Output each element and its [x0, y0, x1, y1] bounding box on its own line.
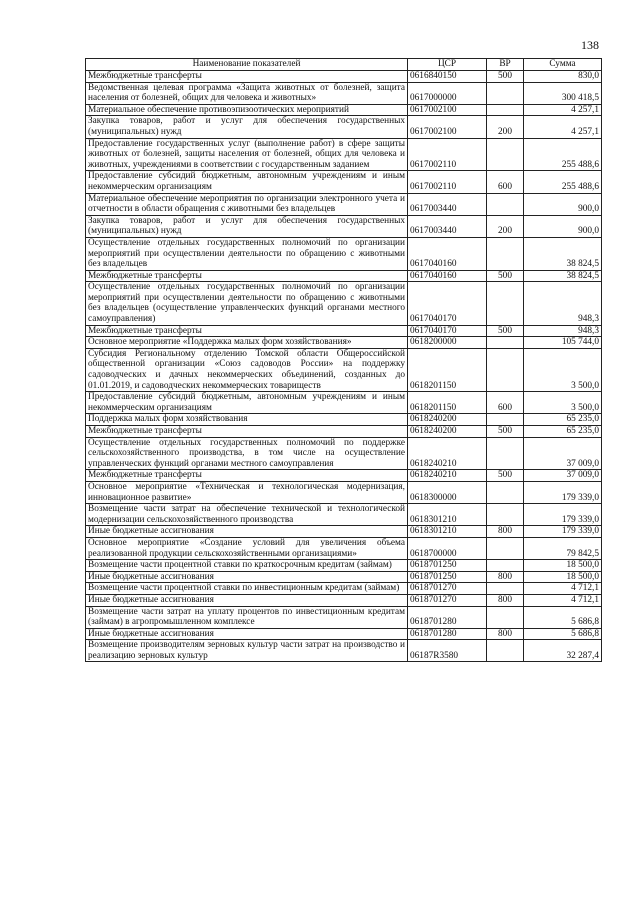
row-vr — [487, 104, 524, 116]
row-csr: 0618200000 — [408, 337, 487, 349]
row-vr — [487, 583, 524, 595]
row-vr — [487, 560, 524, 572]
row-name: Предоставление субсидий бюджетным, автономным учреждениям и иным некоммерческим организациям — [86, 392, 408, 414]
table-row — [86, 526, 602, 538]
row-sum: 18 500,0 — [524, 571, 602, 583]
row-name: Материальное обеспечение противоэпизоотических мероприятий — [86, 104, 408, 116]
row-vr — [487, 282, 524, 325]
row-sum: 79 842,5 — [524, 537, 602, 559]
row-name: Основное мероприятие «Техническая и технологическая модернизация, инновационное развитие» — [86, 481, 408, 503]
row-csr: 0617002100 — [408, 116, 487, 138]
row-csr: 0616840150 — [408, 71, 487, 83]
row-vr: 200 — [487, 215, 524, 237]
row-vr — [487, 606, 524, 628]
row-name: Предоставление субсидий бюджетным, автономным учреждениям и иным некоммерческим организациям — [86, 171, 408, 193]
row-csr: 0617000000 — [408, 82, 487, 104]
row-csr: 0617002110 — [408, 171, 487, 193]
row-csr: 0617040170 — [408, 282, 487, 325]
table-row — [86, 628, 602, 640]
row-sum: 300 418,5 — [524, 82, 602, 104]
table-row — [86, 138, 602, 171]
table-row — [86, 571, 602, 583]
row-csr: 0618201150 — [408, 392, 487, 414]
row-vr — [487, 537, 524, 559]
row-name: Ведомственная целевая программа «Защита животных от болезней, защита населения от болезней, общих для человека и животных» — [86, 82, 408, 104]
row-sum: 179 339,0 — [524, 504, 602, 526]
table-row — [86, 583, 602, 595]
row-csr: 0618701270 — [408, 594, 487, 606]
table-row — [86, 116, 602, 138]
row-name: Межбюджетные трансферты — [86, 270, 408, 282]
table-row — [86, 82, 602, 104]
row-vr — [487, 640, 524, 662]
table-row — [86, 237, 602, 270]
row-vr: 800 — [487, 628, 524, 640]
row-vr: 800 — [487, 571, 524, 583]
row-name: Предоставление государственных услуг (выполнение работ) в сфере защиты животных от болезней, защиты населения от болезней, общих для человека и животных, учреждениями в соответствии с государственным заданием — [86, 138, 408, 171]
row-vr — [487, 82, 524, 104]
row-name: Закупка товаров, работ и услуг для обеспечения государственных (муниципальных) нужд — [86, 215, 408, 237]
row-vr — [487, 237, 524, 270]
row-name: Иные бюджетные ассигнования — [86, 526, 408, 538]
row-vr — [487, 437, 524, 470]
row-sum: 900,0 — [524, 193, 602, 215]
row-vr — [487, 481, 524, 503]
row-vr: 600 — [487, 171, 524, 193]
row-vr: 800 — [487, 594, 524, 606]
table-row — [86, 470, 602, 482]
row-csr: 0618240210 — [408, 437, 487, 470]
row-sum: 830,0 — [524, 71, 602, 83]
row-csr: 0618240200 — [408, 414, 487, 426]
row-csr: 0618201150 — [408, 348, 487, 391]
row-sum: 5 686,8 — [524, 606, 602, 628]
row-csr: 0617040160 — [408, 237, 487, 270]
table-row — [86, 71, 602, 83]
row-name: Межбюджетные трансферты — [86, 470, 408, 482]
row-vr: 500 — [487, 426, 524, 438]
row-name: Межбюджетные трансферты — [86, 426, 408, 438]
table-row — [86, 270, 602, 282]
row-name: Иные бюджетные ассигнования — [86, 571, 408, 583]
row-name: Осуществление отдельных государственных полномочий по поддержке сельскохозяйственного производства, в том числе на осуществление управленческих функций органами местного самоуправления — [86, 437, 408, 470]
table-row — [86, 560, 602, 572]
row-sum: 900,0 — [524, 215, 602, 237]
row-sum: 65 235,0 — [524, 414, 602, 426]
row-vr: 500 — [487, 270, 524, 282]
row-name: Возмещение производителям зерновых культур части затрат на производство и реализацию зерновых культур — [86, 640, 408, 662]
row-name: Материальное обеспечение мероприятия по организации электронного учета и отчетности в области обращения с животными без владельцев — [86, 193, 408, 215]
row-sum: 18 500,0 — [524, 560, 602, 572]
row-csr: 06187R3580 — [408, 640, 487, 662]
row-sum: 38 824,5 — [524, 270, 602, 282]
row-name: Основное мероприятие «Поддержка малых форм хозяйствования» — [86, 337, 408, 349]
table-row — [86, 193, 602, 215]
row-name: Иные бюджетные ассигнования — [86, 628, 408, 640]
table-row — [86, 606, 602, 628]
row-sum: 948,3 — [524, 282, 602, 325]
row-name: Возмещение части затрат на уплату процентов по инвестиционным кредитам (займам) в агропромышленном комплексе — [86, 606, 408, 628]
row-sum: 37 009,0 — [524, 470, 602, 482]
row-csr: 0617003440 — [408, 193, 487, 215]
row-name: Поддержка малых форм хозяйствования — [86, 414, 408, 426]
row-sum: 4 257,1 — [524, 116, 602, 138]
table-row — [86, 504, 602, 526]
table-row — [86, 640, 602, 662]
header-vr: ВР — [487, 59, 524, 71]
table-row — [86, 537, 602, 559]
row-csr: 0617002100 — [408, 104, 487, 116]
row-sum: 65 235,0 — [524, 426, 602, 438]
table-row — [86, 215, 602, 237]
row-csr: 0617002110 — [408, 138, 487, 171]
row-sum: 948,3 — [524, 325, 602, 337]
row-name: Основное мероприятие «Создание условий для увеличения объема реализованной продукции сельскохозяйственными организациями» — [86, 537, 408, 559]
row-name: Иные бюджетные ассигнования — [86, 594, 408, 606]
header-csr: ЦСР — [408, 59, 487, 71]
row-name: Субсидия Региональному отделению Томской области Общероссийской общественной организации «Союз садоводов России» на поддержку садоводческих и дачных некоммерческих объединений, созданных до 01.01.2019, и садоводческих некоммерческих товариществ — [86, 348, 408, 391]
table-row — [86, 325, 602, 337]
row-vr: 500 — [487, 470, 524, 482]
row-sum: 255 488,6 — [524, 171, 602, 193]
row-sum: 38 824,5 — [524, 237, 602, 270]
row-vr: 200 — [487, 116, 524, 138]
row-csr: 0617040160 — [408, 270, 487, 282]
row-csr: 0618701280 — [408, 628, 487, 640]
row-vr — [487, 337, 524, 349]
row-sum: 179 339,0 — [524, 481, 602, 503]
row-sum: 3 500,0 — [524, 392, 602, 414]
table-row — [86, 426, 602, 438]
row-name: Возмещение части процентной ставки по инвестиционным кредитам (займам) — [86, 583, 408, 595]
table-row — [86, 414, 602, 426]
row-csr: 0618240210 — [408, 470, 487, 482]
header-name: Наименование показателей — [86, 59, 408, 71]
row-csr: 0617040170 — [408, 325, 487, 337]
row-sum: 37 009,0 — [524, 437, 602, 470]
table-row — [86, 104, 602, 116]
row-name: Межбюджетные трансферты — [86, 325, 408, 337]
row-csr: 0618301210 — [408, 526, 487, 538]
row-vr: 500 — [487, 71, 524, 83]
table-row — [86, 282, 602, 325]
row-name: Возмещение части затрат на обеспечение технической и технологической модернизации сельскохозяйственного производства — [86, 504, 408, 526]
table-row — [86, 171, 602, 193]
row-csr: 0618701250 — [408, 560, 487, 572]
row-csr: 0617003440 — [408, 215, 487, 237]
row-vr — [487, 348, 524, 391]
row-vr: 600 — [487, 392, 524, 414]
row-vr — [487, 138, 524, 171]
table-row — [86, 337, 602, 349]
row-vr — [487, 193, 524, 215]
table-row — [86, 437, 602, 470]
row-csr: 0618301210 — [408, 504, 487, 526]
row-sum: 4 257,1 — [524, 104, 602, 116]
budget-table — [85, 58, 602, 662]
row-name: Осуществление отдельных государственных полномочий по организации мероприятий при осуществлении деятельности по обращению с животными без владельцев — [86, 237, 408, 270]
row-csr: 0618701270 — [408, 583, 487, 595]
row-sum: 255 488,6 — [524, 138, 602, 171]
row-sum: 4 712,1 — [524, 594, 602, 606]
row-vr — [487, 504, 524, 526]
row-csr: 0618240200 — [408, 426, 487, 438]
row-sum: 32 287,4 — [524, 640, 602, 662]
page-number: 138 — [581, 38, 599, 52]
row-sum: 4 712,1 — [524, 583, 602, 595]
row-name: Закупка товаров, работ и услуг для обеспечения государственных (муниципальных) нужд — [86, 116, 408, 138]
row-sum: 179 339,0 — [524, 526, 602, 538]
row-csr: 0618701250 — [408, 571, 487, 583]
row-sum: 5 686,8 — [524, 628, 602, 640]
row-csr: 0618701280 — [408, 606, 487, 628]
row-vr — [487, 414, 524, 426]
row-vr: 500 — [487, 325, 524, 337]
table-row — [86, 481, 602, 503]
row-name: Межбюджетные трансферты — [86, 71, 408, 83]
table-header-row — [86, 59, 602, 71]
row-csr: 0618300000 — [408, 481, 487, 503]
table-row — [86, 348, 602, 391]
table-body — [86, 71, 602, 662]
row-name: Возмещение части процентной ставки по краткосрочным кредитам (займам) — [86, 560, 408, 572]
table-row — [86, 392, 602, 414]
row-csr: 0618700000 — [408, 537, 487, 559]
row-sum: 105 744,0 — [524, 337, 602, 349]
header-sum: Сумма — [524, 59, 602, 71]
row-vr: 800 — [487, 526, 524, 538]
row-name: Осуществление отдельных государственных полномочий по организации мероприятий при осуществлении деятельности по обращению с животными без владельцев (осуществление управленческих функций органами местного самоуправления) — [86, 282, 408, 325]
row-sum: 3 500,0 — [524, 348, 602, 391]
table-row — [86, 594, 602, 606]
